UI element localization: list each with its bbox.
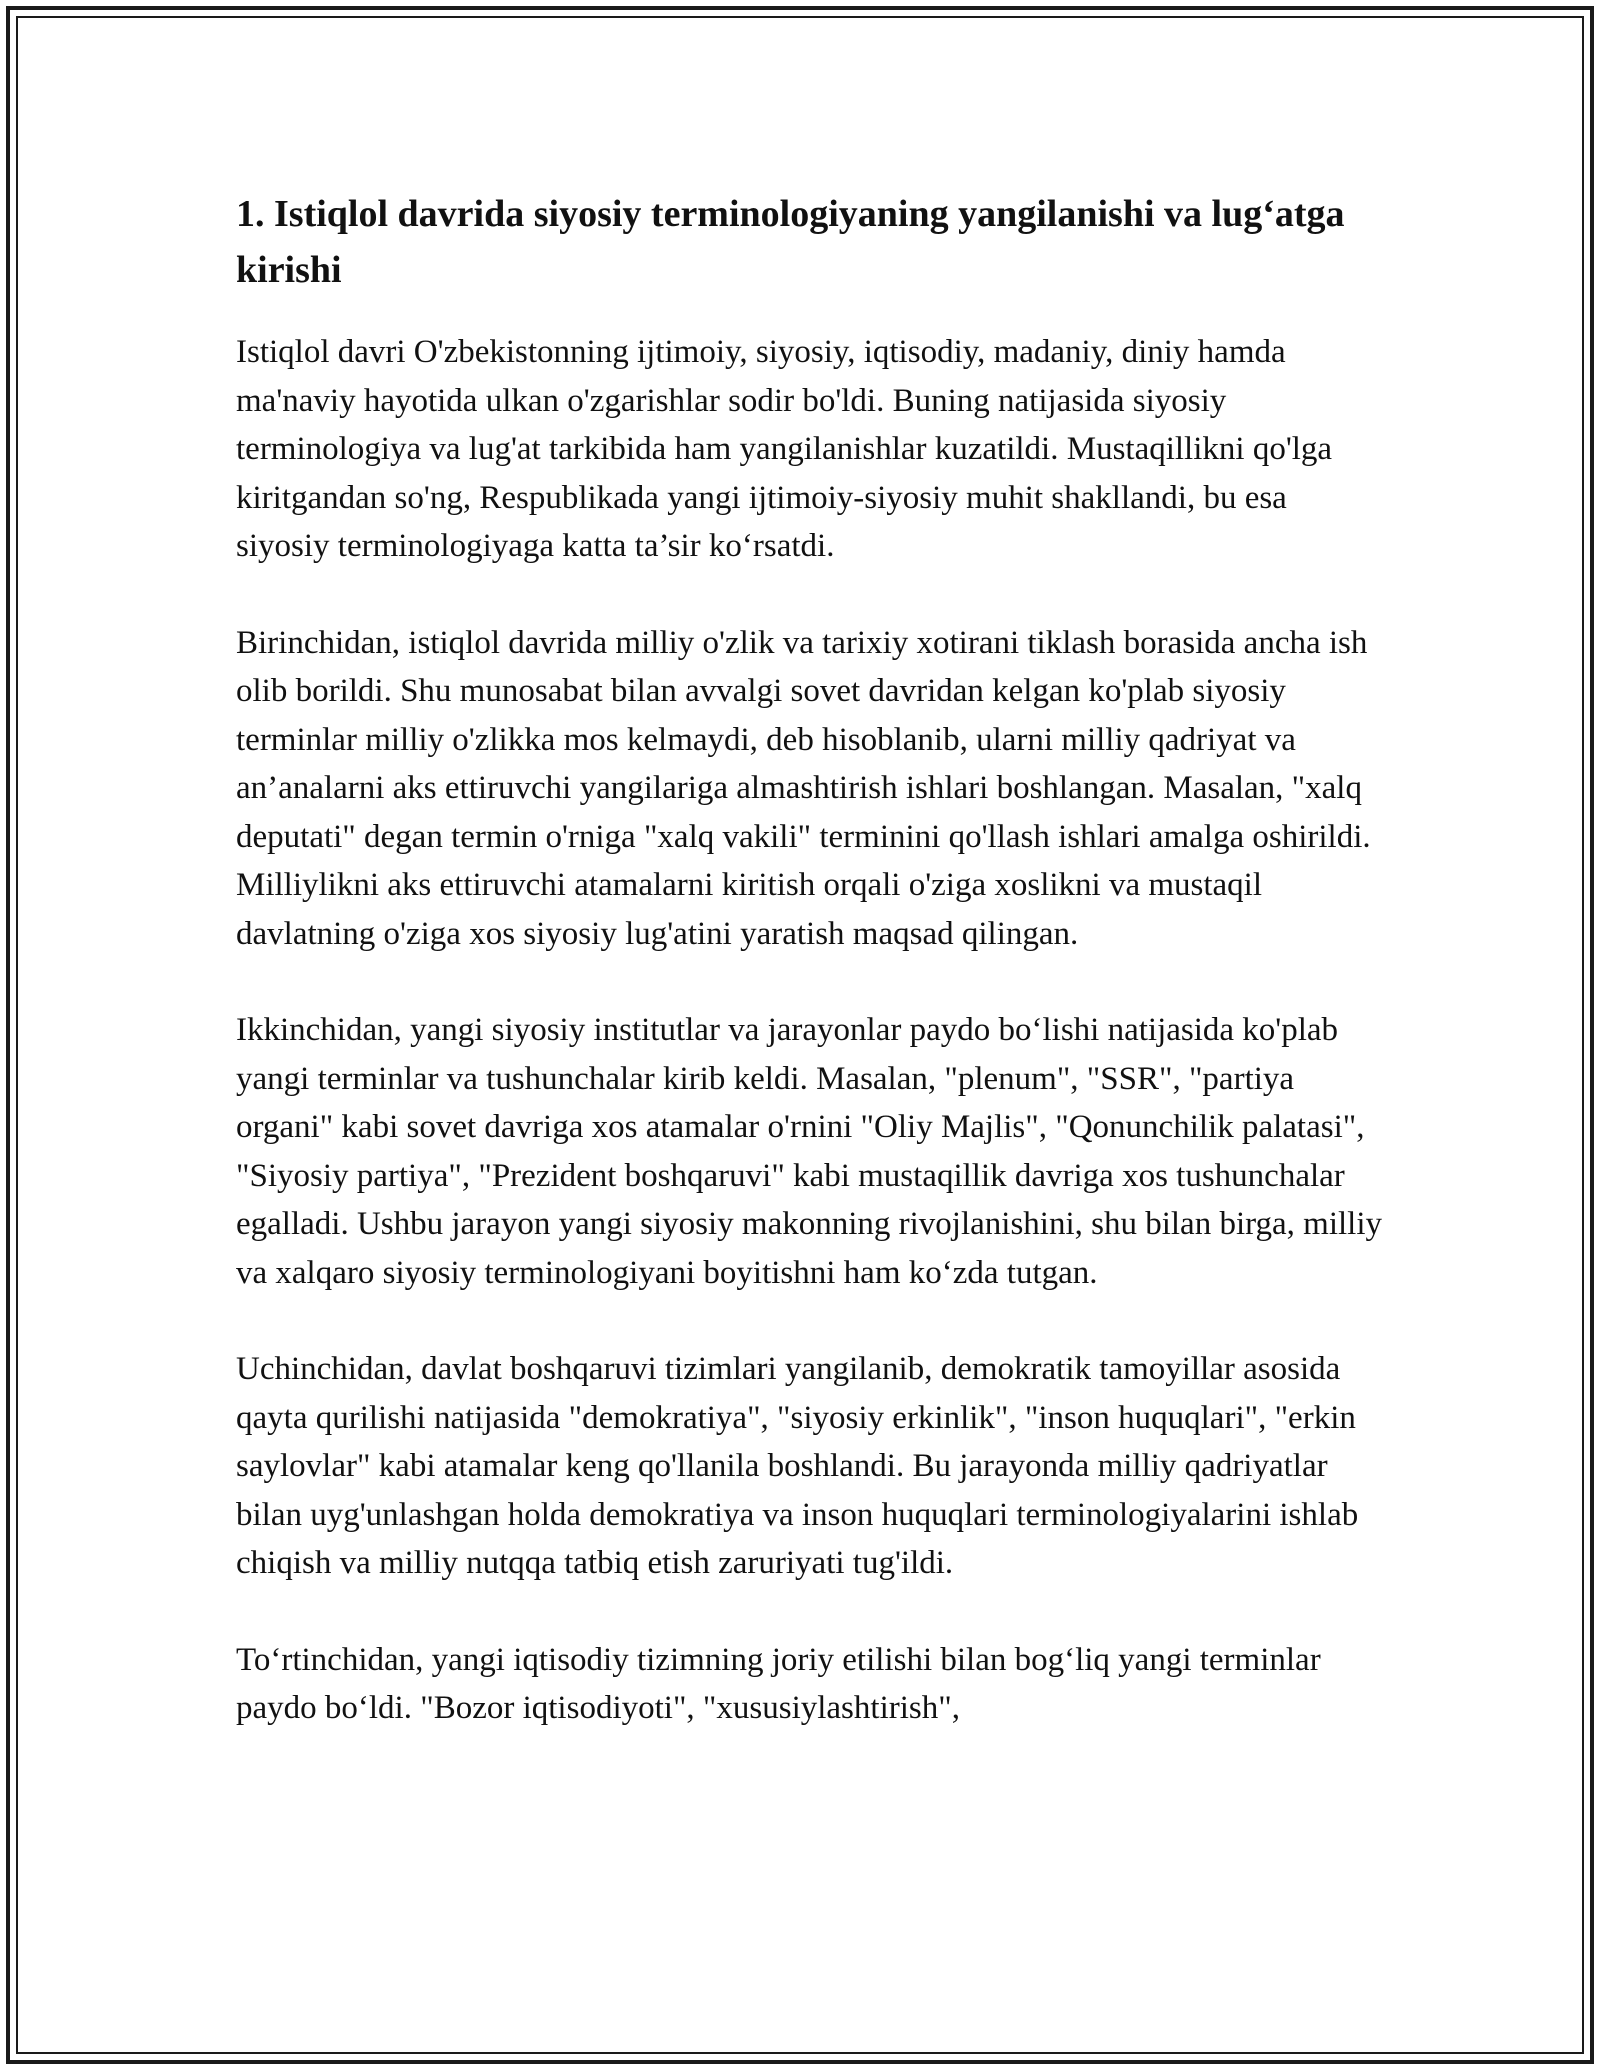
paragraph-fourth-point: To‘rtinchidan, yangi iqtisodiy tizimning joriy etilishi bilan bog‘liq yangi terminlar paydo bo‘ldi. "Bozor iqtisodiyoti", "xususiylashtirish", bbox=[236, 1641, 1321, 1726]
document-body bbox=[236, 186, 1386, 1733]
paragraph-intro: Istiqlol davri O'zbekistonning ijtimoiy, siyosiy, iqtisodiy, madaniy, diniy hamda ma'naviy hayotida ulkan o'zgarishlar sodir bo'ldi. Buning natijasida siyosiy terminologiya va lug'at tarkibida ham yangilanishlar kuzatildi. Mustaqillikni qo'lga kiritgandan so'ng, Respublikada yangi ijtimoiy-siyosiy muhit shakllandi, bu esa siyosiy terminologiyaga katta ta’sir ko‘rsatdi. bbox=[236, 334, 1333, 564]
paragraph-first-point: Birinchidan, istiqlol davrida milliy o'zlik va tarixiy xotirani tiklash borasida ancha ish olib borildi. Shu munosabat bilan avvalgi sovet davridan kelgan ko'plab siyosiy terminlar milliy o'zlikka mos kelmaydi, deb hisoblanib, ularni milliy qadriyat va an’analarni aks ettiruvchi yangilariga almashtirish ishlari boshlangan. Masalan, "xalq deputati" degan termin o'rniga "xalq vakili" terminini qo'llash ishlari amalga oshirildi. Milliylikni aks ettiruvchi atamalarni kiritish orqali o'ziga xoslikni va mustaqil davlatning o'ziga xos siyosiy lug'atini yaratish maqsad qilingan. bbox=[236, 624, 1371, 952]
paragraph-third-point: Uchinchidan, davlat boshqaruvi tizimlari yangilanib, demokratik tamoyillar asosida qayta qurilishi natijasida "demokratiya", "siyosiy erkinlik", "inson huquqlari", "erkin saylovlar" kabi atamalar keng qo'llanila boshlandi. Bu jarayonda milliy qadriyatlar bilan uyg'unlashgan holda demokratiya va inson huquqlari terminologiyalarini ishlab chiqish va milliy nutqqa tatbiq etish zaruriyati tug'ildi. bbox=[236, 1351, 1359, 1581]
paragraph-second-point: Ikkinchidan, yangi siyosiy institutlar va jarayonlar paydo bo‘lishi natijasida ko'plab yangi terminlar va tushunchalar kirib keldi. Masalan, "plenum", "SSR", "partiya organi" kabi sovet davriga xos atamalar o'rnini "Oliy Majlis", "Qonunchilik palatasi", "Siyosiy partiya", "Prezident boshqaruvi" kabi mustaqillik davriga xos tushunchalar egalladi. Ushbu jarayon yangi siyosiy makonning rivojlanishini, shu bilan birga, milliy va xalqaro siyosiy terminologiyani boyitishni ham ko‘zda tutgan. bbox=[236, 1012, 1383, 1291]
section-title: 1. Istiqlol davrida siyosiy terminologiyaning yangilanishi va lug‘atga kirishi bbox=[236, 193, 1345, 291]
